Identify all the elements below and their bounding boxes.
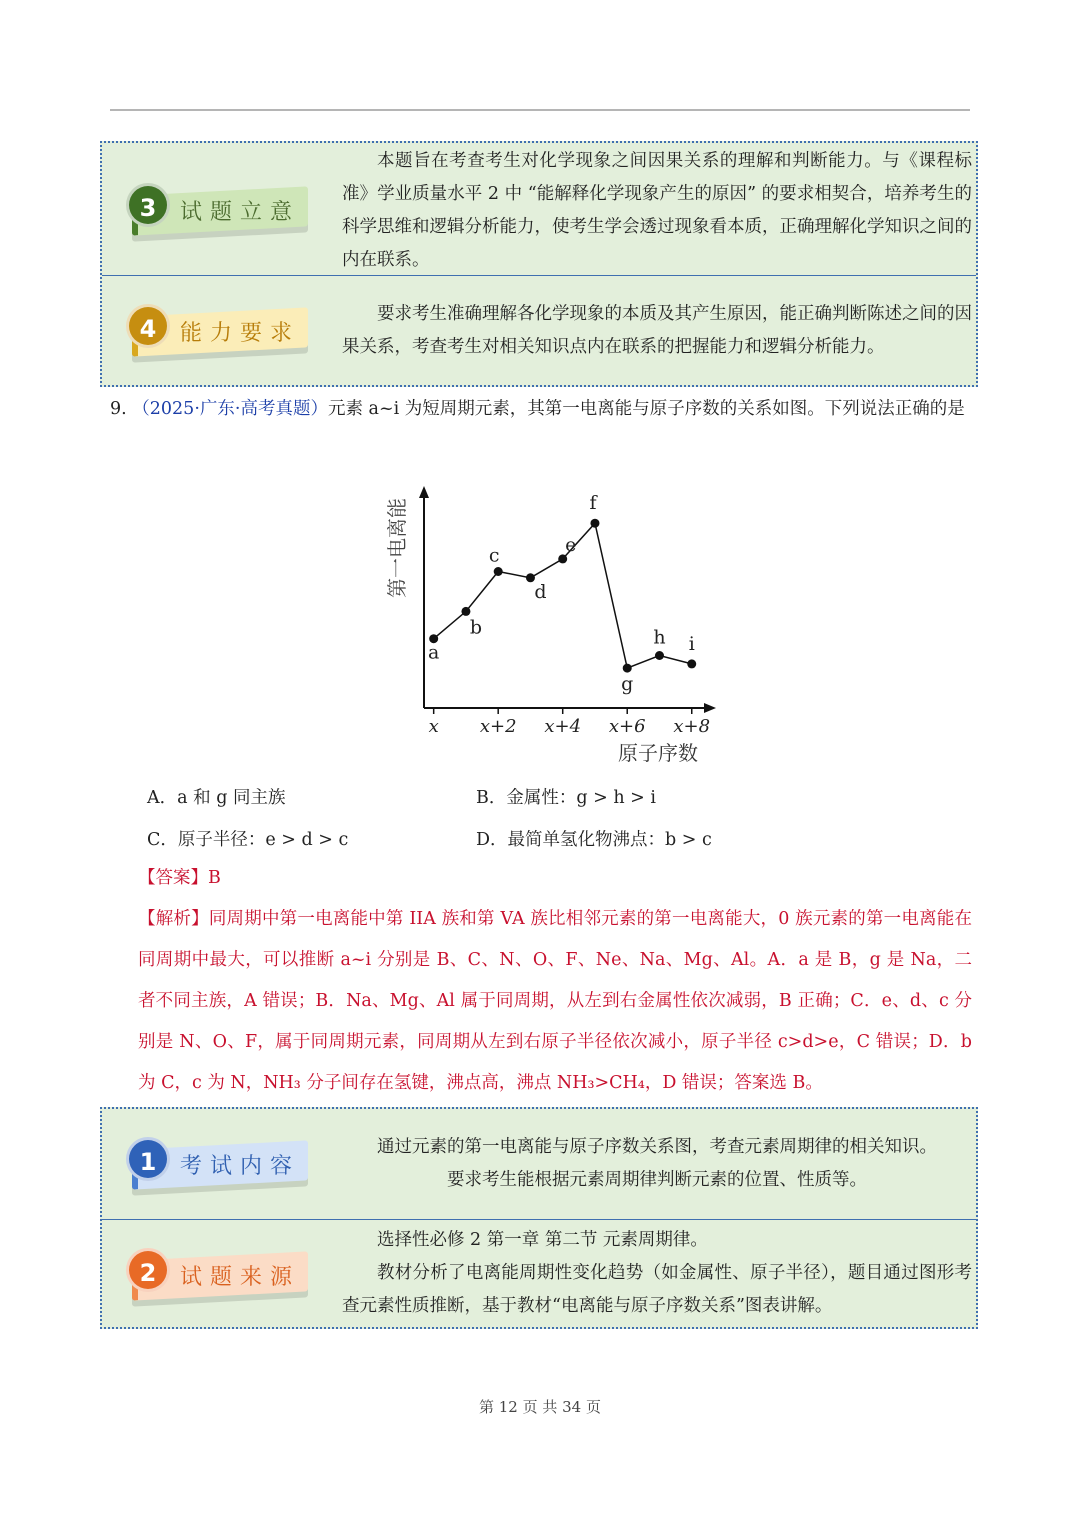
data-label-f: f	[589, 492, 597, 515]
section-text	[342, 298, 972, 364]
data-label-g: g	[621, 673, 634, 696]
data-label-e: e	[565, 533, 577, 556]
question-text: 元素 a~i 为短周期元素，其第一电离能与原子序数的关系如图。下列说法正确的是	[327, 399, 965, 419]
chart-series	[428, 492, 696, 695]
badge-number: 3	[126, 183, 170, 227]
header-rule	[110, 109, 970, 111]
question-source: （2025·广东·高考真题）	[132, 399, 328, 419]
x-tick-label: x+4	[544, 716, 582, 737]
bottom-info-panel	[100, 1107, 978, 1329]
data-point-b	[461, 607, 470, 616]
section-text	[342, 145, 972, 277]
x-axis-arrow	[704, 703, 716, 713]
section-text	[342, 1131, 972, 1197]
paragraph: 本题旨在考查考生对化学现象之间因果关系的理解和判断能力。与《课程标准》学业质量水平 2 中 “能解释化学现象产生的原因” 的要求相契合，培养考生的科学思维和逻辑分析能力，使考生学会透过现象看本质，正确理解化学知识之间的内在联系。	[342, 151, 972, 270]
paragraph: 通过元素的第一电离能与原子序数关系图，考查元素周期律的相关知识。	[377, 1137, 937, 1157]
page-footer: 第 12 页 共 34 页	[478, 1398, 601, 1416]
section-row-source	[102, 1219, 976, 1328]
chart-ticks	[429, 708, 710, 737]
analysis-label: 【解析】	[138, 909, 209, 929]
x-axis-title: 原子序数	[618, 741, 698, 765]
paragraph: 教材分析了电离能周期性变化趋势（如金属性、原子半径），题目通过图形考查元素性质推断，基于教材“电离能与原子序数关系”图表讲解。	[342, 1263, 972, 1316]
option-b[interactable]: B．金属性：g > h > i	[476, 788, 657, 808]
badge-title: 试题立意	[180, 200, 301, 225]
data-point-h	[655, 651, 664, 660]
section-row-content	[102, 1109, 976, 1219]
paragraph: 选择性必修 2 第一章 第二节 元素周期律。	[377, 1230, 708, 1250]
ionization-energy-chart	[380, 478, 720, 770]
data-point-i	[687, 659, 696, 668]
option-a[interactable]: A．a 和 g 同主族	[147, 788, 286, 808]
badge-number: 4	[126, 304, 170, 348]
data-label-a: a	[428, 641, 440, 664]
data-point-c	[494, 567, 503, 576]
badge-intent	[126, 181, 306, 239]
data-label-h: h	[653, 626, 666, 649]
badge-content	[126, 1135, 306, 1193]
answer-line: 【答案】B	[138, 868, 221, 888]
x-tick-label: x	[428, 716, 439, 737]
x-tick-label: x+6	[608, 716, 646, 737]
section-row-ability	[102, 275, 976, 386]
y-axis-title: 第一电离能	[385, 498, 409, 598]
y-axis-arrow	[419, 486, 429, 498]
data-label-b: b	[469, 616, 483, 639]
badge-source	[126, 1246, 306, 1304]
data-point-f	[590, 519, 599, 528]
badge-ability	[126, 302, 306, 360]
top-info-panel	[100, 141, 978, 387]
paragraph: 要求考生准确理解各化学现象的本质及其产生原因，能正确判断陈述之间的因果关系，考查考生对相关知识点内在联系的把握能力和逻辑分析能力。	[342, 304, 972, 357]
data-label-i: i	[688, 632, 695, 655]
data-point-g	[623, 664, 632, 673]
badge-title: 能力要求	[180, 321, 301, 346]
section-row-intent	[102, 143, 976, 275]
option-c[interactable]: C．原子半径：e > d > c	[147, 830, 349, 850]
option-d[interactable]: D．最简单氢化物沸点：b > c	[476, 830, 712, 850]
badge-number: 2	[126, 1248, 170, 1292]
badge-number: 1	[126, 1137, 170, 1181]
section-text	[342, 1224, 972, 1323]
analysis-text: 同周期中第一电离能中第 IIA 族和第 VA 族比相邻元素的第一电离能大，0 族元素的第一电离能在同周期中最大，可以推断 a~i 分别是 B、C、N、O、F、Ne、Na、Mg、Al。A．a 是 B，g 是 Na，二者不同主族，A 错误；B．Na、Mg、Al 属于同周期，从左到右金属性依次减弱，B 正确；C．e、d、c 分别是 N、O、F，属于同周期元素，同周期从左到右原子半径依次减小，原子半径 c>d>e，C 错误；D．b 为 C，c 为 N，NH₃ 分子间存在氢键，沸点高，沸点 NH₃>CH₄，D 错误；答案选 B。	[138, 909, 972, 1093]
question-stem	[110, 388, 970, 430]
badge-title: 考试内容	[180, 1154, 301, 1179]
data-label-d: d	[534, 580, 547, 603]
paragraph: 要求考生能根据元素周期律判断元素的位置、性质等。	[447, 1170, 867, 1190]
question-number: 9.	[110, 399, 127, 419]
badge-title: 试题来源	[180, 1265, 301, 1290]
data-label-c: c	[488, 544, 500, 567]
x-tick-label: x+8	[673, 716, 711, 737]
x-tick-label: x+2	[479, 716, 517, 737]
analysis-block	[138, 899, 972, 1104]
